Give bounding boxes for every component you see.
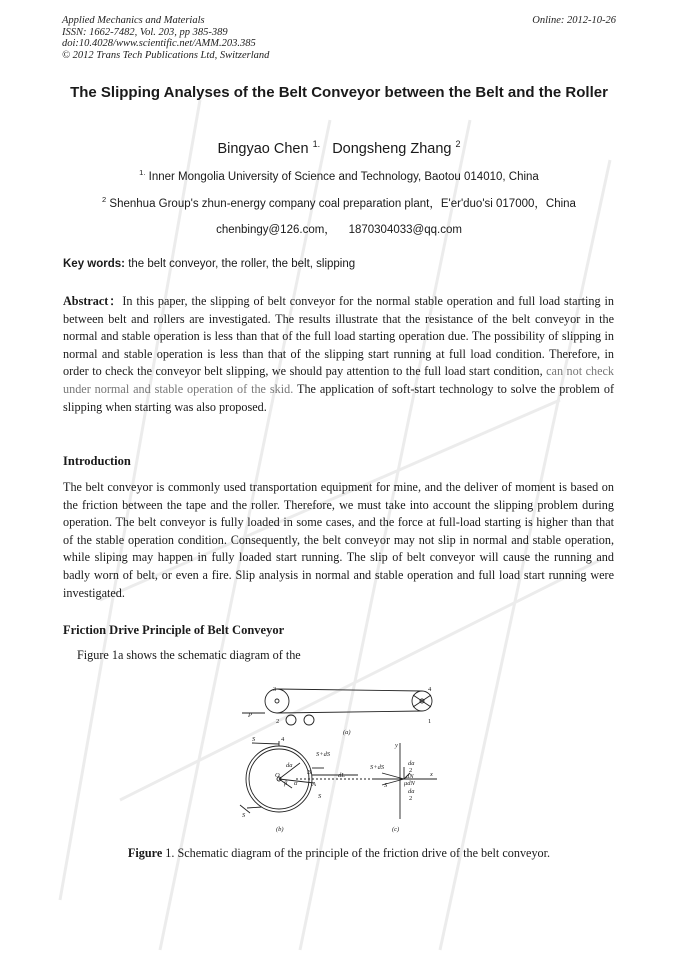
affiliation-text: Shenhua Group's zhun-energy company coal preparation plant，E'er'duo'si 017000，China bbox=[109, 198, 576, 210]
introduction-paragraph: The belt conveyor is commonly used transportation equipment for mine, and the deliver of moment is based on the friction between the tape and the roller. Therefore, we must take into account the slipping problem during operation. The belt conveyor is fully loaded in some cases, and the force at full-load starting is higher than that of the stable operation condition. Consequently, the belt conveyor may not slip in normal and stable operation, while sliping may happen in fully loaded start running. The slip of belt conveyor will cause the running and badly worn of belt, or even a fire. Slip analysis in normal and stable operation and full load start running were investigated. bbox=[63, 480, 614, 600]
subfigure-a bbox=[242, 689, 432, 725]
issn-line: ISSN: 1662-7482, Vol. 203, pp 385-389 bbox=[62, 26, 228, 38]
affiliation-text: Inner Mongolia University of Science and Technology, Baotou 014010, China bbox=[148, 170, 539, 183]
fig-label-udn: μdN bbox=[404, 780, 415, 787]
fig-label-sds: S+dS bbox=[316, 751, 331, 758]
author-sup: 2 bbox=[455, 139, 461, 149]
journal-header bbox=[62, 15, 616, 61]
fig-label-3: 3 bbox=[273, 686, 277, 693]
fig-label-alpha: α bbox=[294, 780, 298, 787]
fig-label-da: da bbox=[286, 762, 293, 769]
copyright-line: © 2012 Trans Tech Publications Ltd, Switzerland bbox=[62, 49, 270, 61]
author-name: Bingyao Chen bbox=[217, 140, 309, 157]
fig-label-sy: S bbox=[252, 736, 256, 743]
fig-label-s2: S bbox=[384, 782, 388, 789]
figure-caption-label: Figure bbox=[127, 846, 163, 860]
doi-line: doi:10.4028/www.scientific.net/AMM.203.385 bbox=[62, 38, 256, 49]
abstract-grey-text: can not check under normal and stable operation of the skid. bbox=[63, 364, 615, 396]
paper-title: The Slipping Analyses of the Belt Conveyor between the Belt and the Roller bbox=[70, 84, 608, 101]
abstract bbox=[63, 293, 614, 416]
affiliation-sup: 1. bbox=[139, 168, 146, 177]
affiliation bbox=[0, 168, 678, 183]
keywords-text: the belt conveyor, the roller, the belt, slipping bbox=[128, 258, 356, 270]
fig-label-o: O bbox=[275, 772, 280, 779]
fig-label-beta: β bbox=[284, 780, 288, 787]
fig-label-a: A bbox=[312, 781, 316, 788]
fig-label-sds2: S+dS bbox=[370, 764, 385, 771]
affiliation-sup: 2 bbox=[102, 195, 107, 205]
fig-label-dn: dN bbox=[406, 773, 414, 780]
journal-name: Applied Mechanics and Materials bbox=[62, 15, 205, 26]
fig-label-s: S bbox=[318, 793, 322, 800]
fig-caption-a: (a) bbox=[343, 729, 351, 736]
fig-label-sl: S bbox=[242, 812, 246, 819]
author-sup: 1 bbox=[312, 139, 318, 149]
friction-paragraph: Figure 1a shows the schematic diagram of the bbox=[77, 648, 301, 662]
fig-label-half: 2 bbox=[409, 767, 413, 774]
fig-label-4b: 4 bbox=[281, 736, 285, 743]
author-emails: chenbingy@126.com， 1870304033@qq.com bbox=[216, 224, 462, 236]
abstract-text-end: The application of soft-start technology to solve the problem of slipping when starting was also proposed. bbox=[63, 381, 614, 414]
author-list bbox=[0, 139, 678, 157]
author-name: Dongsheng Zhang bbox=[332, 140, 452, 157]
affiliation bbox=[0, 195, 678, 211]
figure-caption bbox=[0, 846, 678, 861]
fig-label-da2: da bbox=[408, 760, 415, 767]
fig-label-da3: da bbox=[408, 788, 415, 795]
fig-label-y: y bbox=[395, 742, 398, 749]
belt-conveyor-figure bbox=[232, 683, 448, 835]
keywords-label: Key words: bbox=[63, 258, 125, 270]
abstract-text: In this paper, the slipping of belt conveyor for the normal stable operation and full load starting in between belt and rollers are investigated. The results illustrate that the resistance of the belt conveyor in the normal and stable operation is less than that of the full load starting operation due. The possibility of slipping in normal and stable operation is less than that of the slipping start running at full load condition. Therefore, in order to check the conveyor belt slipping, we should pay attention to the full load start condition, bbox=[63, 294, 615, 379]
fig-label-b: B bbox=[307, 769, 311, 776]
subfigure-b bbox=[240, 741, 382, 813]
figure-caption-text: 1. Schematic diagram of the principle of the friction drive of the belt conveyor. bbox=[162, 846, 551, 860]
fig-label-x: x bbox=[430, 771, 433, 778]
fig-label-1: 1 bbox=[428, 718, 432, 725]
fig-caption-b: (b) bbox=[276, 826, 284, 833]
online-date: Online: 2012-10-26 bbox=[532, 15, 616, 26]
fig-label-2: 2 bbox=[276, 718, 280, 725]
section-heading-friction: Friction Drive Principle of Belt Conveyor bbox=[63, 623, 285, 637]
abstract-label: Abstract： bbox=[63, 294, 123, 308]
fig-label-half2: 2 bbox=[409, 795, 413, 802]
fig-caption-c: (c) bbox=[392, 826, 400, 833]
section-heading-introduction: Introduction bbox=[63, 454, 131, 468]
fig-label-4: 4 bbox=[428, 686, 432, 693]
author-separator: . bbox=[317, 139, 321, 149]
fig-label-dl: dL bbox=[338, 772, 345, 779]
fig-label-p: P bbox=[248, 712, 252, 719]
keywords bbox=[63, 258, 615, 270]
